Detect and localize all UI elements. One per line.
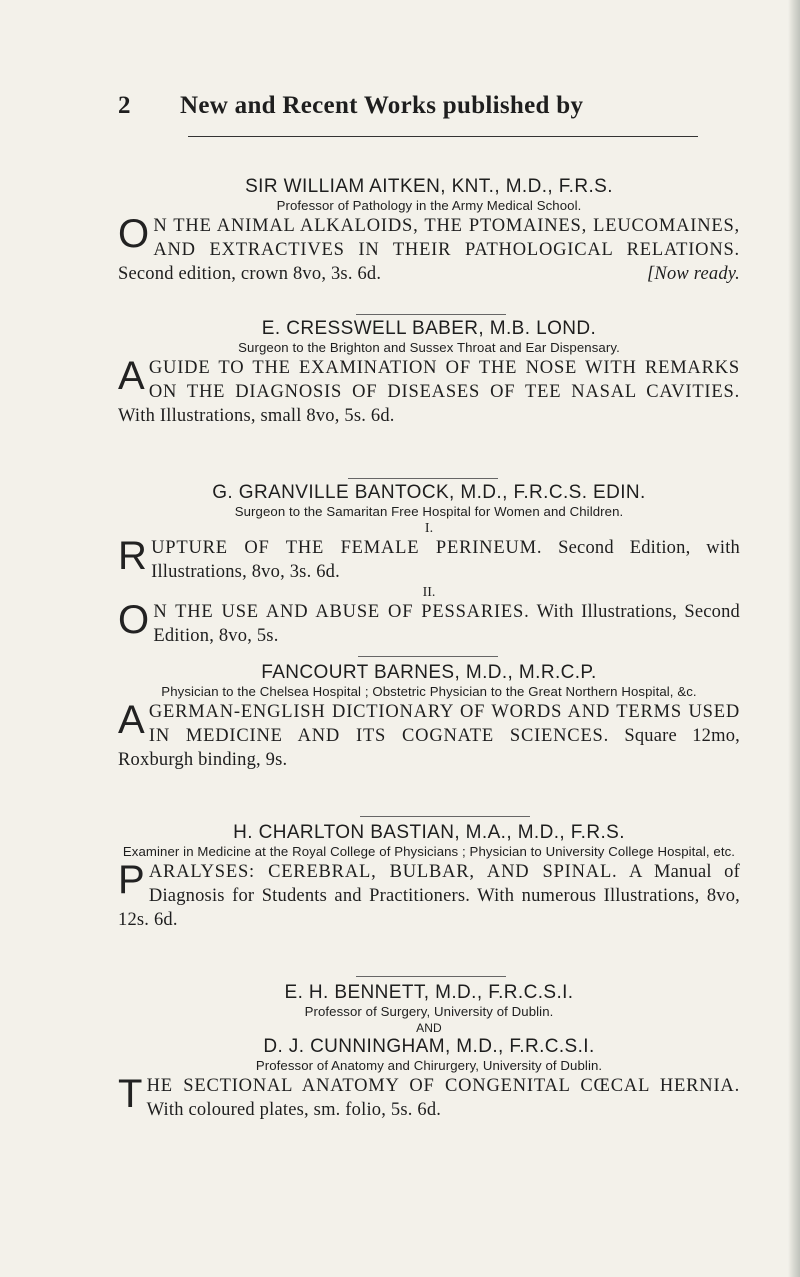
- author-affiliation: Examiner in Medicine at the Royal College of Physicians ; Physician to University College Hospital, etc.: [122, 844, 736, 859]
- running-head-rule: [188, 136, 698, 137]
- separator-rule: [360, 816, 530, 817]
- title-caps: N THE ANIMAL ALKALOIDS, THE PTOMAINES, LEUCOMAINES, AND EXTRACTIVES IN THEIR PATHOLOGICAL RELATIONS.: [153, 216, 740, 260]
- title-caps: N THE USE AND ABUSE OF PESSARIES.: [153, 602, 530, 622]
- drop-cap: O: [118, 212, 150, 256]
- separator-rule: [348, 478, 498, 479]
- author-name: E. CRESSWELL BABER, M.B. LOND.: [261, 318, 597, 339]
- book-details: A Manual of Diagnosis for Students and Practitioners. With numerous Illustrations, 8vo, 12s. 6d.: [118, 862, 740, 930]
- drop-cap: A: [118, 698, 145, 742]
- work-numeral: II.: [422, 585, 436, 600]
- drop-cap: P: [118, 858, 145, 902]
- running-head-title: New and Recent Works published by: [180, 92, 584, 119]
- book-title: [118, 600, 740, 648]
- drop-cap: T: [118, 1072, 143, 1116]
- book-details: Second edition, crown 8vo, 3s. 6d.: [118, 264, 382, 284]
- separator-rule: [358, 656, 498, 657]
- separator-rule: [356, 314, 506, 315]
- author-name: FANCOURT BARNES, M.D., M.R.C.P.: [261, 662, 597, 683]
- author-name: G. GRANVILLE BANTOCK, M.D., F.R.C.S. EDIN.: [212, 482, 646, 503]
- availability-note: [Now ready.: [647, 264, 740, 284]
- author-affiliation: Surgeon to the Samaritan Free Hospital for Women and Children.: [234, 504, 624, 519]
- page-number: 2: [118, 92, 131, 119]
- drop-cap: A: [118, 354, 145, 398]
- second-author-name: D. J. CUNNINGHAM, M.D., F.R.C.S.I.: [263, 1036, 595, 1057]
- author-affiliation: Professor of Pathology in the Army Medical School.: [276, 198, 582, 213]
- book-title: [118, 536, 740, 584]
- second-author-affiliation: Professor of Anatomy and Chirurgery, University of Dublin.: [255, 1058, 603, 1073]
- book-title: [118, 356, 740, 428]
- entry-barnes: [118, 662, 740, 772]
- book-details: With Illustrations, small 8vo, 5s. 6d.: [118, 406, 395, 426]
- work-numeral: I.: [424, 521, 434, 536]
- entry-bantock: [118, 482, 740, 648]
- book-details: With Illustrations, Second Edition, 8vo, 5s.: [153, 602, 740, 646]
- author-name: E. H. BENNETT, M.D., F.R.C.S.I.: [284, 982, 574, 1003]
- title-caps: UPTURE OF THE FEMALE PERINEUM.: [151, 538, 543, 558]
- page-edge-shadow: [788, 0, 800, 1277]
- book-details: Second Edition, with Illustrations, 8vo, 3s. 6d.: [151, 538, 740, 582]
- author-name: SIR WILLIAM AITKEN, KNT., M.D., F.R.S.: [245, 176, 613, 197]
- title-caps: GERMAN-ENGLISH DICTIONARY OF WORDS AND TERMS USED IN MEDICINE AND ITS COGNATE SCIENCES.: [148, 702, 740, 746]
- book-title: [118, 214, 740, 286]
- author-affiliation: Surgeon to the Brighton and Sussex Throat and Ear Dispensary.: [238, 340, 620, 355]
- author-affiliation: Professor of Surgery, University of Dublin.: [304, 1004, 554, 1019]
- entry-bennett-cunningham: [118, 982, 740, 1122]
- running-head: [118, 92, 758, 120]
- book-title: [118, 1074, 740, 1122]
- entry-bastian: [118, 822, 740, 932]
- separator-rule: [356, 976, 506, 977]
- entry-aitken: [118, 176, 740, 286]
- title-caps: HE SECTIONAL ANATOMY OF CONGENITAL CŒCAL HERNIA.: [146, 1076, 740, 1096]
- drop-cap: R: [118, 534, 148, 578]
- title-caps: ARALYSES: CEREBRAL, BULBAR, AND SPINAL.: [148, 862, 618, 882]
- entry-baber: [118, 318, 740, 428]
- book-details: Square 12mo, Roxburgh binding, 9s.: [118, 726, 740, 770]
- book-details: With coloured plates, sm. folio, 5s. 6d.: [146, 1100, 442, 1120]
- author-affiliation: Physician to the Chelsea Hospital ; Obstetric Physician to the Great Northern Hospital, &c.: [161, 684, 697, 699]
- book-title: [118, 860, 740, 932]
- author-name: H. CHARLTON BASTIAN, M.A., M.D., F.R.S.: [233, 822, 625, 843]
- title-caps: GUIDE TO THE EXAMINATION OF THE NOSE WITH REMARKS ON THE DIAGNOSIS OF DISEASES OF TEE NASAL CAVITIES.: [148, 358, 740, 402]
- drop-cap: O: [118, 598, 150, 642]
- book-title: [118, 700, 740, 772]
- author-conjunction: AND: [416, 1021, 442, 1035]
